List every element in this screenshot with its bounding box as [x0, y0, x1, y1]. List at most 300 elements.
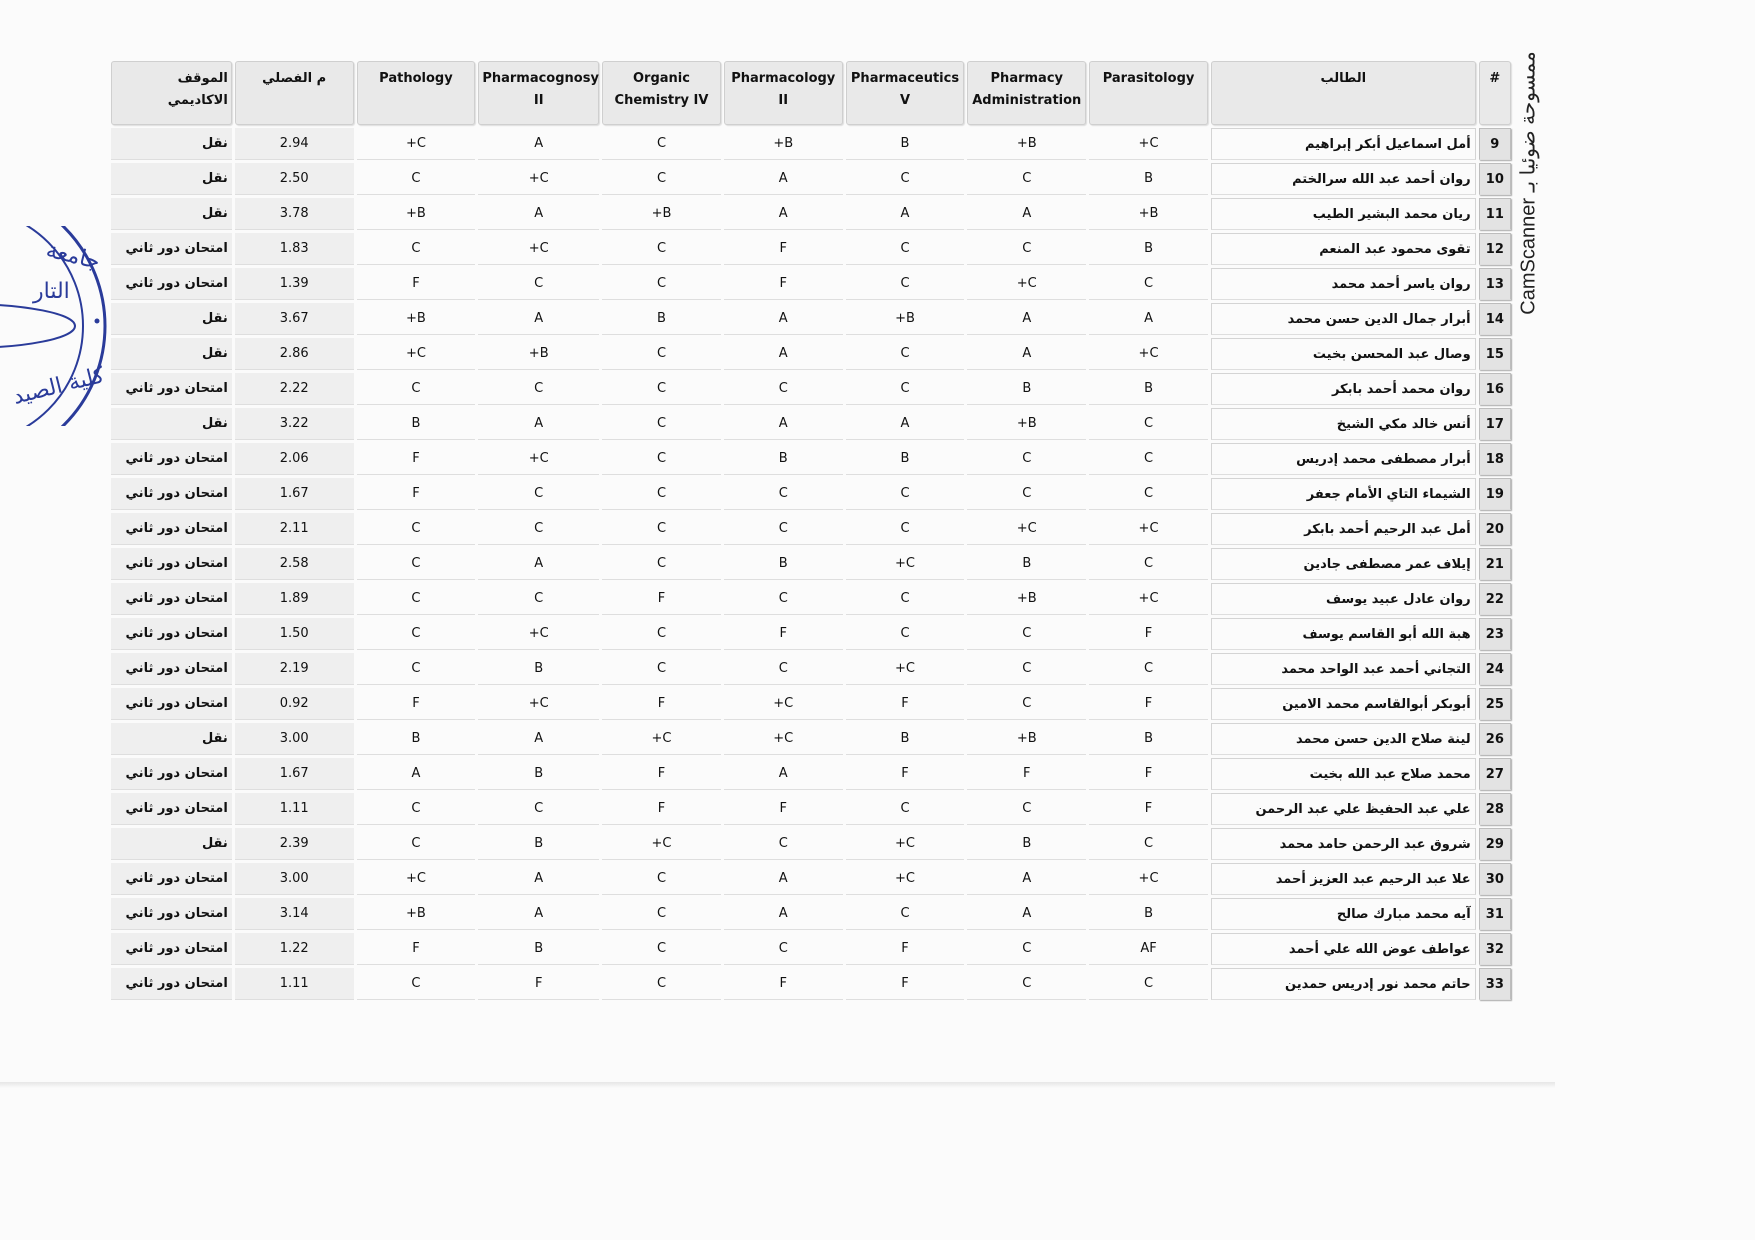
grade-pathology: C — [357, 618, 476, 650]
grade-pathology: F — [357, 268, 476, 300]
grade-parasitology: C — [1089, 968, 1208, 1000]
grade-pharmacology: A — [724, 338, 843, 370]
grade-parasitology: +C — [1089, 583, 1208, 615]
table-row — [111, 793, 1511, 825]
grade-pathology: +B — [357, 198, 476, 230]
grade-pathology: +C — [357, 338, 476, 370]
grade-parasitology: B — [1089, 163, 1208, 195]
grade-pharmaceutics: C — [846, 478, 965, 510]
grade-pharmaceutics: B — [846, 443, 965, 475]
student-name: لينة صلاح الدين حسن محمد — [1211, 723, 1476, 755]
grade-pharmacology: B — [724, 548, 843, 580]
grade-organic-chemistry: C — [602, 338, 721, 370]
student-name: روان محمد أحمد بابكر — [1211, 373, 1476, 405]
grade-organic-chemistry: C — [602, 968, 721, 1000]
grade-parasitology: +C — [1089, 513, 1208, 545]
gpa-cell: 1.22 — [235, 933, 354, 965]
grade-pathology: +C — [357, 128, 476, 160]
grade-pharmacology: A — [724, 408, 843, 440]
grade-pharmacology: F — [724, 618, 843, 650]
grade-pharmacognosy: C — [478, 268, 599, 300]
grade-pathology: B — [357, 408, 476, 440]
status-cell: امتحان دور ثاني — [111, 968, 232, 1000]
gpa-cell: 3.00 — [235, 723, 354, 755]
header-number: # — [1479, 61, 1511, 125]
student-name: أمل عبد الرحيم أحمد بابكر — [1211, 513, 1476, 545]
header-status: الموقف الاكاديمي — [111, 61, 232, 125]
header-row — [111, 61, 1511, 125]
grade-pathology: F — [357, 443, 476, 475]
grade-pharmacy-administration: C — [967, 688, 1086, 720]
grade-parasitology: AF — [1089, 933, 1208, 965]
row-number: 12 — [1479, 233, 1511, 265]
grade-organic-chemistry: +B — [602, 198, 721, 230]
status-cell: نقل — [111, 408, 232, 440]
grade-parasitology: B — [1089, 373, 1208, 405]
table-body — [111, 128, 1511, 1000]
row-number: 33 — [1479, 968, 1511, 1000]
grade-pharmacognosy: C — [478, 373, 599, 405]
row-number: 14 — [1479, 303, 1511, 335]
gpa-cell: 1.50 — [235, 618, 354, 650]
grade-pathology: F — [357, 478, 476, 510]
table-row — [111, 968, 1511, 1000]
grade-pharmaceutics: +C — [846, 548, 965, 580]
svg-text:جامعة: جامعة — [43, 237, 103, 276]
grade-pharmaceutics: A — [846, 408, 965, 440]
table-row — [111, 478, 1511, 510]
status-cell: نقل — [111, 338, 232, 370]
grade-organic-chemistry: C — [602, 163, 721, 195]
grade-pharmacy-administration: A — [967, 898, 1086, 930]
grade-pharmacognosy: A — [478, 898, 599, 930]
grade-pharmacology: A — [724, 163, 843, 195]
gpa-cell: 1.89 — [235, 583, 354, 615]
grade-pharmaceutics: F — [846, 688, 965, 720]
grade-pharmacology: F — [724, 968, 843, 1000]
grade-pharmacy-administration: A — [967, 338, 1086, 370]
grade-pharmacology: C — [724, 478, 843, 510]
grade-pharmaceutics: +B — [846, 303, 965, 335]
student-name: علي عبد الحفيظ علي عبد الرحمن — [1211, 793, 1476, 825]
student-name: إيلاف عمر مصطفى جادين — [1211, 548, 1476, 580]
table-row — [111, 828, 1511, 860]
grade-pharmacology: A — [724, 758, 843, 790]
grade-pharmacognosy: +C — [478, 688, 599, 720]
grade-parasitology: C — [1089, 478, 1208, 510]
grade-pharmacology: C — [724, 373, 843, 405]
status-cell: امتحان دور ثاني — [111, 653, 232, 685]
grade-pharmacognosy: A — [478, 128, 599, 160]
table-row — [111, 863, 1511, 895]
gpa-cell: 2.39 — [235, 828, 354, 860]
grade-parasitology: C — [1089, 443, 1208, 475]
grade-parasitology: +C — [1089, 128, 1208, 160]
header-parasitology: Parasitology — [1089, 61, 1208, 125]
grade-pharmaceutics: F — [846, 933, 965, 965]
grade-pharmaceutics: C — [846, 898, 965, 930]
student-name: ريان محمد البشير الطيب — [1211, 198, 1476, 230]
grade-pharmaceutics: F — [846, 758, 965, 790]
table-row — [111, 583, 1511, 615]
header-student: الطالب — [1211, 61, 1476, 125]
header-pharmacology: Pharmacology II — [724, 61, 843, 125]
row-number: 31 — [1479, 898, 1511, 930]
header-pharmacognosy-line1: Pharmacognosy — [482, 71, 599, 86]
status-cell: نقل — [111, 828, 232, 860]
row-number: 17 — [1479, 408, 1511, 440]
row-number: 18 — [1479, 443, 1511, 475]
student-name: آيه محمد مبارك صالح — [1211, 898, 1476, 930]
grade-organic-chemistry: C — [602, 863, 721, 895]
table-row — [111, 618, 1511, 650]
row-number: 20 — [1479, 513, 1511, 545]
row-number: 23 — [1479, 618, 1511, 650]
grade-pharmacognosy: +C — [478, 618, 599, 650]
table-row — [111, 443, 1511, 475]
row-number: 13 — [1479, 268, 1511, 300]
grade-pharmaceutics: C — [846, 163, 965, 195]
grade-pharmacology: C — [724, 933, 843, 965]
grade-parasitology: C — [1089, 653, 1208, 685]
grade-pharmacy-administration: C — [967, 443, 1086, 475]
grade-pharmacology: A — [724, 863, 843, 895]
grade-organic-chemistry: C — [602, 933, 721, 965]
gpa-cell: 0.92 — [235, 688, 354, 720]
grade-pathology: F — [357, 933, 476, 965]
grade-pharmaceutics: C — [846, 373, 965, 405]
status-cell: امتحان دور ثاني — [111, 233, 232, 265]
grade-pharmacognosy: +C — [478, 233, 599, 265]
grade-organic-chemistry: +C — [602, 828, 721, 860]
grade-organic-chemistry: F — [602, 758, 721, 790]
status-cell: امتحان دور ثاني — [111, 898, 232, 930]
grade-pharmaceutics: A — [846, 198, 965, 230]
gpa-cell: 1.67 — [235, 478, 354, 510]
grade-pharmacology: +B — [724, 128, 843, 160]
gpa-cell: 1.83 — [235, 233, 354, 265]
grade-parasitology: C — [1089, 828, 1208, 860]
grade-pharmacognosy: C — [478, 478, 599, 510]
grade-pharmacy-administration: +C — [967, 268, 1086, 300]
status-cell: امتحان دور ثاني — [111, 373, 232, 405]
grade-pharmacy-administration: C — [967, 653, 1086, 685]
gpa-cell: 1.11 — [235, 793, 354, 825]
watermark-text: CamScanner ممسوحة ضوئيا بـ — [1517, 51, 1540, 315]
grade-pharmacology: F — [724, 233, 843, 265]
grade-pathology: C — [357, 548, 476, 580]
grade-pharmacology: C — [724, 828, 843, 860]
header-gpa: م الفصلي — [235, 61, 354, 125]
student-name: أنس خالد مكي الشيخ — [1211, 408, 1476, 440]
student-name: أبرار جمال الدين حسن محمد — [1211, 303, 1476, 335]
grade-parasitology: F — [1089, 618, 1208, 650]
student-name: روان ياسر أحمد محمد — [1211, 268, 1476, 300]
row-number: 25 — [1479, 688, 1511, 720]
grade-pharmaceutics: C — [846, 513, 965, 545]
gpa-cell: 3.00 — [235, 863, 354, 895]
grade-pharmacognosy: A — [478, 303, 599, 335]
gpa-cell: 1.11 — [235, 968, 354, 1000]
status-cell: نقل — [111, 128, 232, 160]
gpa-cell: 3.78 — [235, 198, 354, 230]
row-number: 22 — [1479, 583, 1511, 615]
grade-parasitology: B — [1089, 723, 1208, 755]
gpa-cell: 1.39 — [235, 268, 354, 300]
grade-pharmacognosy: A — [478, 548, 599, 580]
grade-pharmaceutics: +C — [846, 828, 965, 860]
grade-pharmacognosy: +C — [478, 163, 599, 195]
grade-pharmacy-administration: +B — [967, 583, 1086, 615]
header-organic-line1: Organic — [632, 71, 690, 86]
grade-organic-chemistry: B — [602, 303, 721, 335]
grade-pharmacy-administration: C — [967, 233, 1086, 265]
row-number: 28 — [1479, 793, 1511, 825]
row-number: 24 — [1479, 653, 1511, 685]
grade-pharmacology: C — [724, 653, 843, 685]
grade-pharmacognosy: A — [478, 723, 599, 755]
grade-parasitology: C — [1089, 548, 1208, 580]
grade-pharmaceutics: C — [846, 233, 965, 265]
table-row — [111, 408, 1511, 440]
grade-pharmaceutics: C — [846, 268, 965, 300]
grade-pharmacy-administration: A — [967, 303, 1086, 335]
grade-pharmacognosy: B — [478, 758, 599, 790]
grade-pharmacy-administration: +B — [967, 723, 1086, 755]
status-cell: امتحان دور ثاني — [111, 478, 232, 510]
status-cell: نقل — [111, 163, 232, 195]
table-row — [111, 373, 1511, 405]
status-cell: امتحان دور ثاني — [111, 443, 232, 475]
row-number: 21 — [1479, 548, 1511, 580]
gpa-cell: 2.58 — [235, 548, 354, 580]
grade-pharmacy-administration: +B — [967, 408, 1086, 440]
grade-pathology: C — [357, 233, 476, 265]
gpa-cell: 2.22 — [235, 373, 354, 405]
university-stamp — [0, 226, 115, 426]
student-name: أمل اسماعيل أبكر إبراهيم — [1211, 128, 1476, 160]
grade-organic-chemistry: F — [602, 793, 721, 825]
grade-pharmacy-administration: C — [967, 478, 1086, 510]
table-row — [111, 898, 1511, 930]
grade-pharmacognosy: B — [478, 933, 599, 965]
grade-pharmaceutics: C — [846, 583, 965, 615]
gpa-cell: 2.50 — [235, 163, 354, 195]
student-name: روان أحمد عبد الله سرالختم — [1211, 163, 1476, 195]
grade-pathology: +C — [357, 863, 476, 895]
student-name: أبرار مصطفى محمد إدريس — [1211, 443, 1476, 475]
grade-pharmacology: +C — [724, 688, 843, 720]
grade-pathology: C — [357, 793, 476, 825]
grade-pharmaceutics: F — [846, 968, 965, 1000]
table-row — [111, 268, 1511, 300]
table-row — [111, 723, 1511, 755]
grade-pathology: +B — [357, 898, 476, 930]
table-row — [111, 233, 1511, 265]
header-pharmacy-line2: Administration — [972, 93, 1082, 109]
grade-organic-chemistry: C — [602, 233, 721, 265]
header-pharmacognosy — [478, 61, 599, 125]
gpa-cell: 1.67 — [235, 758, 354, 790]
grade-parasitology: +C — [1089, 863, 1208, 895]
grade-pharmaceutics: +C — [846, 653, 965, 685]
grade-pharmacology: C — [724, 583, 843, 615]
grade-pharmacognosy: B — [478, 828, 599, 860]
table-row — [111, 653, 1511, 685]
grade-pharmacy-administration: A — [967, 863, 1086, 895]
grade-pharmacognosy: C — [478, 583, 599, 615]
grade-pathology: A — [357, 758, 476, 790]
grade-pharmacy-administration: B — [967, 373, 1086, 405]
status-cell: امتحان دور ثاني — [111, 548, 232, 580]
grade-pharmacology: A — [724, 898, 843, 930]
grade-organic-chemistry: C — [602, 653, 721, 685]
grade-organic-chemistry: C — [602, 513, 721, 545]
grade-pharmacy-administration: C — [967, 793, 1086, 825]
grade-organic-chemistry: F — [602, 688, 721, 720]
grade-pathology: C — [357, 513, 476, 545]
grade-pharmacy-administration: C — [967, 163, 1086, 195]
student-name: أبوبكر أبوالقاسم محمد الامين — [1211, 688, 1476, 720]
table-row — [111, 198, 1511, 230]
grade-organic-chemistry: C — [602, 408, 721, 440]
student-name: هبة الله أبو القاسم يوسف — [1211, 618, 1476, 650]
row-number: 9 — [1479, 128, 1511, 160]
row-number: 16 — [1479, 373, 1511, 405]
grade-parasitology: +B — [1089, 198, 1208, 230]
grade-pharmaceutics: C — [846, 338, 965, 370]
grade-organic-chemistry: C — [602, 268, 721, 300]
grade-parasitology: C — [1089, 408, 1208, 440]
grade-pharmacy-administration: F — [967, 758, 1086, 790]
row-number: 30 — [1479, 863, 1511, 895]
gpa-cell: 3.22 — [235, 408, 354, 440]
grade-parasitology: B — [1089, 898, 1208, 930]
table-row — [111, 303, 1511, 335]
status-cell: امتحان دور ثاني — [111, 758, 232, 790]
status-cell: امتحان دور ثاني — [111, 513, 232, 545]
grade-parasitology: F — [1089, 793, 1208, 825]
grade-pathology: C — [357, 968, 476, 1000]
status-cell: امتحان دور ثاني — [111, 583, 232, 615]
camscanner-watermark — [1508, 28, 1548, 338]
grade-pharmacology: F — [724, 793, 843, 825]
grade-parasitology: B — [1089, 233, 1208, 265]
grade-organic-chemistry: +C — [602, 723, 721, 755]
status-cell: امتحان دور ثاني — [111, 268, 232, 300]
grade-organic-chemistry: C — [602, 373, 721, 405]
grade-parasitology: F — [1089, 688, 1208, 720]
header-pharmaceutics: Pharmaceutics V — [846, 61, 965, 125]
grade-pharmacy-administration: B — [967, 828, 1086, 860]
grade-organic-chemistry: C — [602, 898, 721, 930]
grade-pharmacognosy: +C — [478, 443, 599, 475]
grade-organic-chemistry: C — [602, 443, 721, 475]
table-row — [111, 688, 1511, 720]
row-number: 11 — [1479, 198, 1511, 230]
grade-pathology: C — [357, 163, 476, 195]
grade-pharmacy-administration: C — [967, 618, 1086, 650]
grade-pathology: +B — [357, 303, 476, 335]
status-cell: نقل — [111, 198, 232, 230]
grade-pharmacognosy: A — [478, 408, 599, 440]
grade-parasitology: C — [1089, 268, 1208, 300]
grade-pharmacognosy: C — [478, 513, 599, 545]
student-name: روان عادل عبيد يوسف — [1211, 583, 1476, 615]
grade-pathology: B — [357, 723, 476, 755]
gpa-cell: 3.67 — [235, 303, 354, 335]
row-number: 19 — [1479, 478, 1511, 510]
svg-text:كلية الصيد: كلية الصيد — [10, 363, 107, 410]
student-name: التجاني أحمد عبد الواحد محمد — [1211, 653, 1476, 685]
page-bottom-edge — [0, 1082, 1555, 1088]
grade-pharmacy-administration: +C — [967, 513, 1086, 545]
grade-pharmacology: A — [724, 303, 843, 335]
gpa-cell: 2.86 — [235, 338, 354, 370]
grade-pharmacology: F — [724, 268, 843, 300]
grade-pharmaceutics: C — [846, 793, 965, 825]
grade-pharmacy-administration: C — [967, 968, 1086, 1000]
student-name: محمد صلاح عبد الله بخيت — [1211, 758, 1476, 790]
grade-pharmacognosy: C — [478, 793, 599, 825]
grade-organic-chemistry: F — [602, 583, 721, 615]
student-name: عواطف عوض الله علي أحمد — [1211, 933, 1476, 965]
row-number: 15 — [1479, 338, 1511, 370]
student-name: شروق عبد الرحمن حامد محمد — [1211, 828, 1476, 860]
status-cell: امتحان دور ثاني — [111, 793, 232, 825]
status-cell: نقل — [111, 723, 232, 755]
row-number: 29 — [1479, 828, 1511, 860]
student-name: الشيماء التاي الأمام جعفر — [1211, 478, 1476, 510]
svg-text:التار: التار — [33, 279, 70, 304]
gpa-cell: 2.06 — [235, 443, 354, 475]
row-number: 10 — [1479, 163, 1511, 195]
student-name: علا عبد الرحيم عبد العزيز أحمد — [1211, 863, 1476, 895]
grade-pharmacology: +C — [724, 723, 843, 755]
header-pharmacy-administration — [967, 61, 1086, 125]
grade-pharmacy-administration: C — [967, 933, 1086, 965]
grade-pharmacy-administration: +B — [967, 128, 1086, 160]
header-pathology: Pathology — [357, 61, 476, 125]
grade-parasitology: A — [1089, 303, 1208, 335]
grade-organic-chemistry: C — [602, 128, 721, 160]
student-name: حاتم محمد نور إدريس حمدين — [1211, 968, 1476, 1000]
grade-pharmacognosy: +B — [478, 338, 599, 370]
grade-pharmaceutics: C — [846, 618, 965, 650]
student-name: وصال عبد المحسن بخيت — [1211, 338, 1476, 370]
row-number: 27 — [1479, 758, 1511, 790]
header-organic-chemistry — [602, 61, 721, 125]
gpa-cell: 2.94 — [235, 128, 354, 160]
grade-organic-chemistry: C — [602, 478, 721, 510]
table-row — [111, 338, 1511, 370]
row-number: 26 — [1479, 723, 1511, 755]
gpa-cell: 3.14 — [235, 898, 354, 930]
table-row — [111, 128, 1511, 160]
grade-pathology: F — [357, 688, 476, 720]
header-organic-line2: Chemistry IV — [614, 93, 709, 109]
grade-pharmacognosy: A — [478, 863, 599, 895]
table-row — [111, 163, 1511, 195]
table-row — [111, 758, 1511, 790]
grade-pharmacy-administration: A — [967, 198, 1086, 230]
grade-pathology: C — [357, 653, 476, 685]
table-row — [111, 513, 1511, 545]
grade-pathology: C — [357, 373, 476, 405]
grade-pharmacology: A — [724, 198, 843, 230]
header-pharmacognosy-line2: II — [533, 93, 544, 109]
status-cell: امتحان دور ثاني — [111, 933, 232, 965]
